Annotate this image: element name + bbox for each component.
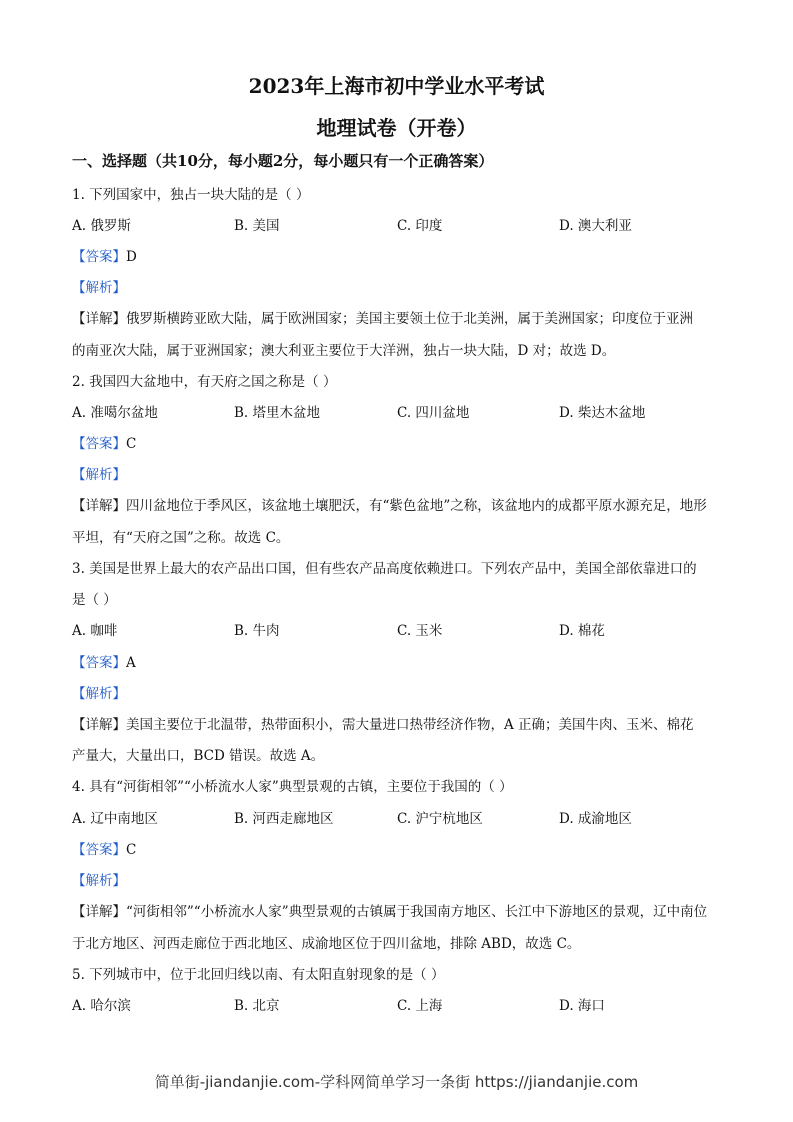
- question-4-detail-line-2: 于北方地区、河西走廊位于西北地区、成渝地区位于四川盆地，排除 ABD，故选 C。: [72, 936, 581, 952]
- detail-text: 四川盆地位于季风区，该盆地土壤肥沃，有“紫色盆地”之称，该盆地内的成都平原水源充足，地形: [126, 498, 707, 514]
- question-3-option-a: A. 咖啡: [72, 623, 118, 639]
- answer-value: C: [126, 842, 137, 858]
- question-1-detail-line-2: 的南亚次大陆，属于亚洲国家；澳大利亚主要位于大洋洲，独占一块大陆，D 对；故选 D。: [72, 343, 616, 359]
- question-4-option-d: D. 成渝地区: [559, 811, 632, 827]
- question-5-option-d: D. 海口: [559, 998, 605, 1014]
- question-3-detail-line-1: [72, 713, 694, 733]
- question-4-analysis-tag: 【解析】: [72, 873, 126, 889]
- question-3-stem-line-1: 3. 美国是世界上最大的农产品出口国，但有些农产品高度依赖进口。下列农产品中，美国全部依靠进口的: [72, 561, 697, 577]
- answer-tag: 【答案】: [72, 842, 126, 858]
- detail-tag: 【详解】: [72, 498, 126, 514]
- question-2-detail-line-1: [72, 494, 707, 514]
- question-3-detail-line-2: 产量大，大量出口，BCD 错误。故选 A。: [72, 748, 325, 764]
- question-3-option-c: C. 玉米: [397, 623, 443, 639]
- answer-value: A: [126, 655, 136, 671]
- question-1-option-a: A. 俄罗斯: [72, 218, 131, 234]
- answer-value: D: [126, 249, 137, 265]
- question-1-option-b: B. 美国: [234, 218, 280, 234]
- question-5-option-c: C. 上海: [397, 998, 443, 1014]
- question-2-answer: [72, 432, 136, 452]
- question-1-answer: [72, 245, 137, 265]
- question-5-option-b: B. 北京: [234, 998, 280, 1014]
- detail-text: 俄罗斯横跨亚欧大陆，属于欧洲国家；美国主要领土位于北美洲，属于美洲国家；印度位于亚洲: [126, 311, 693, 327]
- question-4-option-b: B. 河西走廊地区: [234, 811, 334, 827]
- question-1-option-d: D. 澳大利亚: [559, 218, 632, 234]
- question-3-option-b: B. 牛肉: [234, 623, 280, 639]
- question-5-option-a: A. 哈尔滨: [72, 998, 131, 1014]
- page-subtitle: 地理试卷（开卷）: [316, 116, 477, 140]
- detail-tag: 【详解】: [72, 311, 126, 327]
- question-2-detail-line-2: 平坦，有“天府之国”之称。故选 C。: [72, 530, 290, 546]
- section-heading: 一、选择题（共10分，每小题2分，每小题只有一个正确答案）: [72, 152, 494, 170]
- detail-tag: 【详解】: [72, 717, 126, 733]
- question-2-option-b: B. 塔里木盆地: [234, 405, 321, 421]
- answer-tag: 【答案】: [72, 436, 126, 452]
- answer-tag: 【答案】: [72, 655, 126, 671]
- page-title: 2023年上海市初中学业水平考试: [248, 74, 545, 98]
- question-4-answer: [72, 838, 136, 858]
- question-3-option-d: D. 棉花: [559, 623, 605, 639]
- answer-tag: 【答案】: [72, 249, 126, 265]
- question-4-option-a: A. 辽中南地区: [72, 811, 158, 827]
- page-footer: 简单街-jiandanjie.com-学科网简单学习一条街 https://jiandanjie.com: [154, 1073, 639, 1091]
- detail-tag: 【详解】: [72, 904, 126, 920]
- question-2-analysis-tag: 【解析】: [72, 467, 126, 483]
- question-2-option-c: C. 四川盆地: [397, 405, 470, 421]
- question-3-stem-line-2: 是（ ）: [72, 592, 117, 608]
- question-3-answer: [72, 651, 136, 671]
- answer-value: C: [126, 436, 137, 452]
- detail-text: “河街相邻”“小桥流水人家”典型景观的古镇属于我国南方地区、长江中下游地区的景观，辽中南位: [126, 904, 708, 920]
- question-2-stem: 2. 我国四大盆地中，有天府之国之称是（ ）: [72, 374, 337, 390]
- question-1-analysis-tag: 【解析】: [72, 280, 126, 296]
- question-3-analysis-tag: 【解析】: [72, 686, 126, 702]
- question-4-detail-line-1: [72, 900, 707, 920]
- question-1-detail-line-1: [72, 307, 693, 327]
- question-2-option-a: A. 准噶尔盆地: [72, 405, 158, 421]
- question-1-stem: 1. 下列国家中，独占一块大陆的是（ ）: [72, 187, 310, 203]
- question-4-stem: 4. 具有“河街相邻”“小桥流水人家”典型景观的古镇，主要位于我国的（ ）: [72, 779, 513, 795]
- question-4-option-c: C. 沪宁杭地区: [397, 811, 483, 827]
- detail-text: 美国主要位于北温带，热带面积小，需大量进口热带经济作物，A 正确；美国牛肉、玉米、棉花: [126, 717, 694, 733]
- question-2-option-d: D. 柴达木盆地: [559, 405, 646, 421]
- question-5-stem: 5. 下列城市中，位于北回归线以南、有太阳直射现象的是（ ）: [72, 967, 445, 983]
- question-1-option-c: C. 印度: [397, 218, 443, 234]
